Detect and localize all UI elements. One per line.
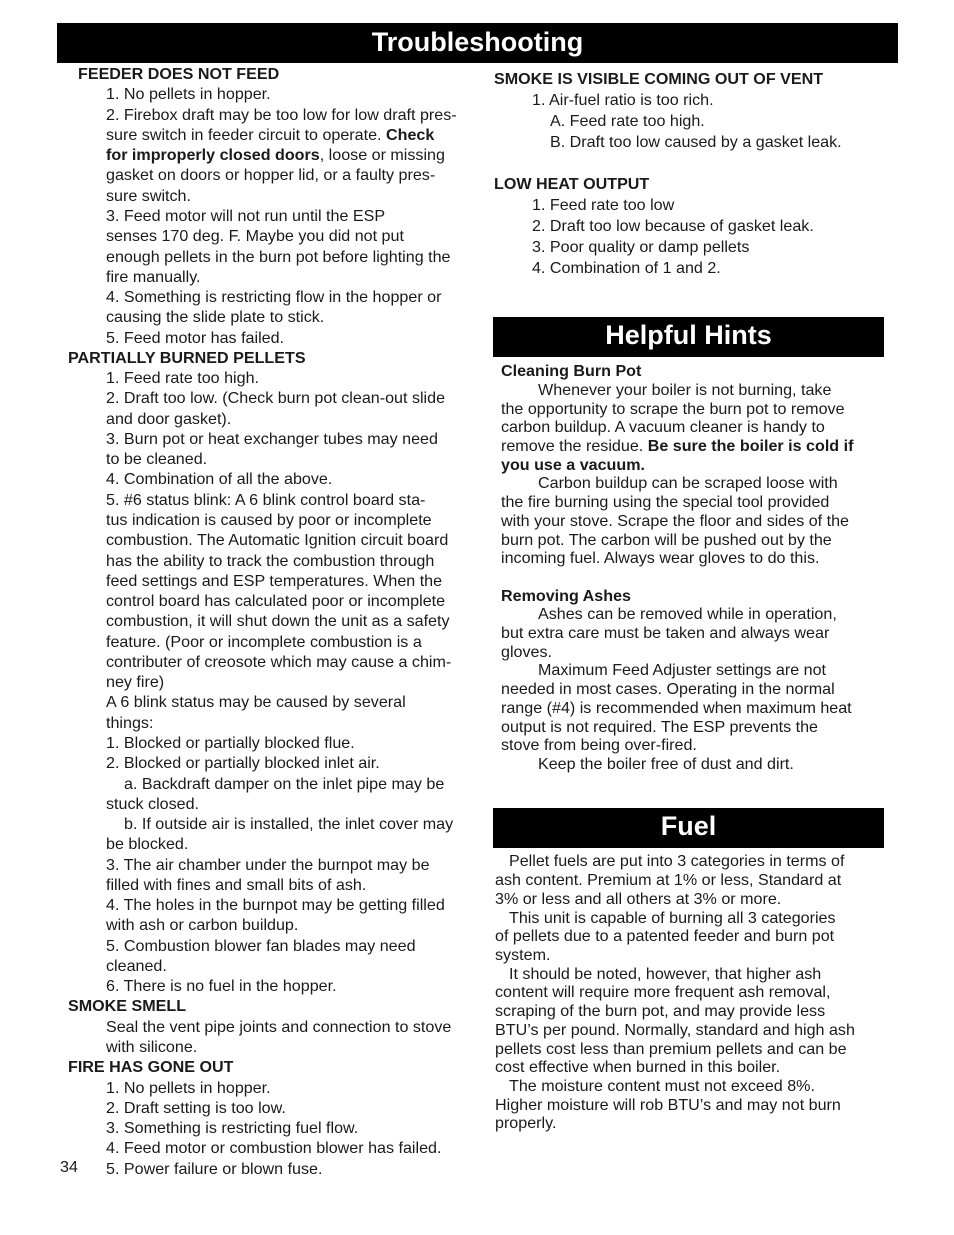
cleaning-line: the opportunity to scrape the burn pot to remove: [501, 400, 845, 418]
fuel-line: pellets cost less than premium pellets and can be: [495, 1040, 847, 1058]
feeder-line: causing the slide plate to stick.: [106, 308, 325, 326]
cleaning-line-part: remove the residue.: [501, 437, 644, 455]
feeder-line: 5. Feed motor has failed.: [106, 329, 285, 347]
feeder-line: 2. Firebox draft may be too low for low draft pres-: [106, 106, 457, 124]
fireout-line: 5. Power failure or blown fuse.: [106, 1160, 323, 1178]
feeder-heading: FEEDER DOES NOT FEED: [78, 65, 280, 83]
feeder-line: sure switch.: [106, 187, 191, 205]
ashes-line: range (#4) is recommended when maximum heat: [501, 699, 852, 717]
feeder-line: senses 170 deg. F. Maybe you did not put: [106, 227, 404, 245]
partial-line: ney fire): [106, 673, 165, 691]
feeder-line: 4. Something is restricting flow in the hopper or: [106, 288, 442, 306]
feeder-emphasis: for improperly closed doors: [106, 146, 320, 164]
fuel-line: cost effective when burned in this boiler.: [495, 1058, 781, 1076]
partial-line: b. If outside air is installed, the inlet cover may: [124, 815, 454, 833]
partial-line: 1. Blocked or partially blocked flue.: [106, 734, 355, 752]
cleaning-emphasis: Be sure the boiler is cold if: [647, 437, 854, 455]
ashes-line: stove from being over-fired.: [501, 736, 697, 754]
feeder-line: enough pellets in the burn pot before lighting the: [106, 248, 451, 266]
fuel-line: Higher moisture will rob BTU’s and may not burn: [495, 1096, 841, 1114]
ashes-line: but extra care must be taken and always wear: [501, 624, 830, 642]
partial-line: 5. Combustion blower fan blades may need: [106, 937, 416, 955]
partial-line: has the ability to track the combustion through: [106, 552, 435, 570]
partial-line: 2. Blocked or partially blocked inlet air.: [106, 754, 380, 772]
partial-line: 1. Feed rate too high.: [106, 369, 259, 387]
partial-line: A 6 blink status may be caused by several: [106, 693, 406, 711]
feeder-line: [106, 145, 445, 165]
ashes-heading: Removing Ashes: [501, 587, 631, 605]
feeder-line-part: sure switch in feeder circuit to operate.: [106, 126, 382, 144]
partial-line: feature. (Poor or incomplete combustion is a: [106, 633, 422, 651]
partial-line: combustion, it will shut down the unit as a safety: [106, 612, 450, 630]
partial-line: tus indication is caused by poor or incomplete: [106, 511, 432, 529]
partial-line: 4. The holes in the burnpot may be getting filled: [106, 896, 445, 914]
ashes-line: Ashes can be removed while in operation,: [538, 605, 837, 623]
partial-line: be blocked.: [106, 835, 189, 853]
lowheat-heading: LOW HEAT OUTPUT: [494, 175, 650, 193]
fuel-line: 3% or less and all others at 3% or more.: [495, 890, 782, 908]
cleaning-line: Whenever your boiler is not burning, take: [538, 381, 832, 399]
cleaning-heading: Cleaning Burn Pot: [501, 362, 642, 380]
lowheat-line: 2. Draft too low because of gasket leak.: [532, 217, 814, 235]
fuel-title: Fuel: [493, 808, 884, 848]
fuel-line: It should be noted, however, that higher ash: [509, 965, 822, 983]
partial-line: 2. Draft too low. (Check burn pot clean-out slide: [106, 389, 446, 407]
fuel-line: properly.: [495, 1114, 557, 1132]
partial-line: 6. There is no fuel in the hopper.: [106, 977, 337, 995]
ashes-line: needed in most cases. Operating in the normal: [501, 680, 835, 698]
vent-line: 1. Air-fuel ratio is too rich.: [532, 91, 714, 109]
vent-heading: SMOKE IS VISIBLE COMING OUT OF VENT: [494, 70, 824, 88]
feeder-emphasis: Check: [386, 126, 435, 144]
partial-heading: PARTIALLY BURNED PELLETS: [68, 349, 306, 367]
page-number: 34: [60, 1158, 78, 1176]
fuel-line: scraping of the burn pot, and may provide less: [495, 1002, 826, 1020]
partial-line: 3. The air chamber under the burnpot may be: [106, 856, 430, 874]
partial-line: with ash or carbon buildup.: [106, 916, 299, 934]
partial-line: and door gasket).: [106, 410, 232, 428]
troubleshooting-title: Troubleshooting: [57, 23, 898, 63]
feeder-line: gasket on doors or hopper lid, or a faulty pres-: [106, 166, 436, 184]
cleaning-line: carbon buildup. A vacuum cleaner is handy to: [501, 418, 825, 436]
feeder-line: fire manually.: [106, 268, 201, 286]
partial-line: cleaned.: [106, 957, 167, 975]
partial-line: combustion. The Automatic Ignition circuit board: [106, 531, 449, 549]
feeder-line: [106, 125, 434, 145]
fuel-line: content will require more frequent ash removal,: [495, 983, 831, 1001]
partial-line: 3. Burn pot or heat exchanger tubes may need: [106, 430, 438, 448]
vent-line: B. Draft too low caused by a gasket leak.: [550, 133, 842, 151]
partial-line: things:: [106, 714, 154, 732]
fuel-line: of pellets due to a patented feeder and burn pot: [495, 927, 835, 945]
feeder-line: 1. No pellets in hopper.: [106, 85, 271, 103]
fuel-line: system.: [495, 946, 551, 964]
partial-line: stuck closed.: [106, 795, 200, 813]
fireout-line: 1. No pellets in hopper.: [106, 1079, 271, 1097]
cleaning-line: Carbon buildup can be scraped loose with: [538, 474, 838, 492]
helpful-hints-title: Helpful Hints: [493, 317, 884, 357]
ashes-line: output is not required. The ESP prevents the: [501, 718, 819, 736]
fireout-line: 2. Draft setting is too low.: [106, 1099, 286, 1117]
partial-line: a. Backdraft damper on the inlet pipe may be: [124, 775, 445, 793]
cleaning-line: with your stove. Scrape the floor and sides of the: [501, 512, 849, 530]
smell-line: with silicone.: [106, 1038, 198, 1056]
cleaning-line: the fire burning using the special tool provided: [501, 493, 830, 511]
ashes-line: Maximum Feed Adjuster settings are not: [538, 661, 827, 679]
lowheat-line: 3. Poor quality or damp pellets: [532, 238, 750, 256]
ashes-line: Keep the boiler free of dust and dirt.: [538, 755, 794, 773]
fuel-line: The moisture content must not exceed 8%.: [509, 1077, 815, 1095]
partial-line: 5. #6 status blink: A 6 blink control board sta-: [106, 491, 426, 509]
lowheat-line: 1. Feed rate too low: [532, 196, 675, 214]
cleaning-line: incoming fuel. Always wear gloves to do this.: [501, 549, 820, 567]
fireout-heading: FIRE HAS GONE OUT: [68, 1058, 234, 1076]
cleaning-emphasis: you use a vacuum.: [501, 456, 646, 474]
ashes-line: gloves.: [501, 643, 552, 661]
fuel-line: BTU’s per pound. Normally, standard and high ash: [495, 1021, 855, 1039]
feeder-line-part: , loose or missing: [319, 146, 445, 164]
partial-line: feed settings and ESP temperatures. When the: [106, 572, 443, 590]
fuel-line: This unit is capable of burning all 3 categories: [509, 909, 836, 927]
cleaning-line: [501, 437, 853, 456]
partial-line: 4. Combination of all the above.: [106, 470, 333, 488]
smell-heading: SMOKE SMELL: [68, 997, 187, 1015]
fuel-line: Pellet fuels are put into 3 categories in terms of: [509, 852, 845, 870]
partial-line: control board has calculated poor or incomplete: [106, 592, 446, 610]
cleaning-line: burn pot. The carbon will be pushed out by the: [501, 531, 832, 549]
fuel-line: ash content. Premium at 1% or less, Standard at: [495, 871, 842, 889]
smell-line: Seal the vent pipe joints and connection to stove: [106, 1018, 452, 1036]
fireout-line: 3. Something is restricting fuel flow.: [106, 1119, 359, 1137]
partial-line: to be cleaned.: [106, 450, 208, 468]
vent-line: A. Feed rate too high.: [550, 112, 705, 130]
partial-line: filled with fines and small bits of ash.: [106, 876, 367, 894]
lowheat-line: 4. Combination of 1 and 2.: [532, 259, 721, 277]
feeder-line: 3. Feed motor will not run until the ESP: [106, 207, 386, 225]
partial-line: contributer of creosote which may cause a chim-: [106, 653, 452, 671]
fireout-line: 4. Feed motor or combustion blower has failed.: [106, 1139, 442, 1157]
